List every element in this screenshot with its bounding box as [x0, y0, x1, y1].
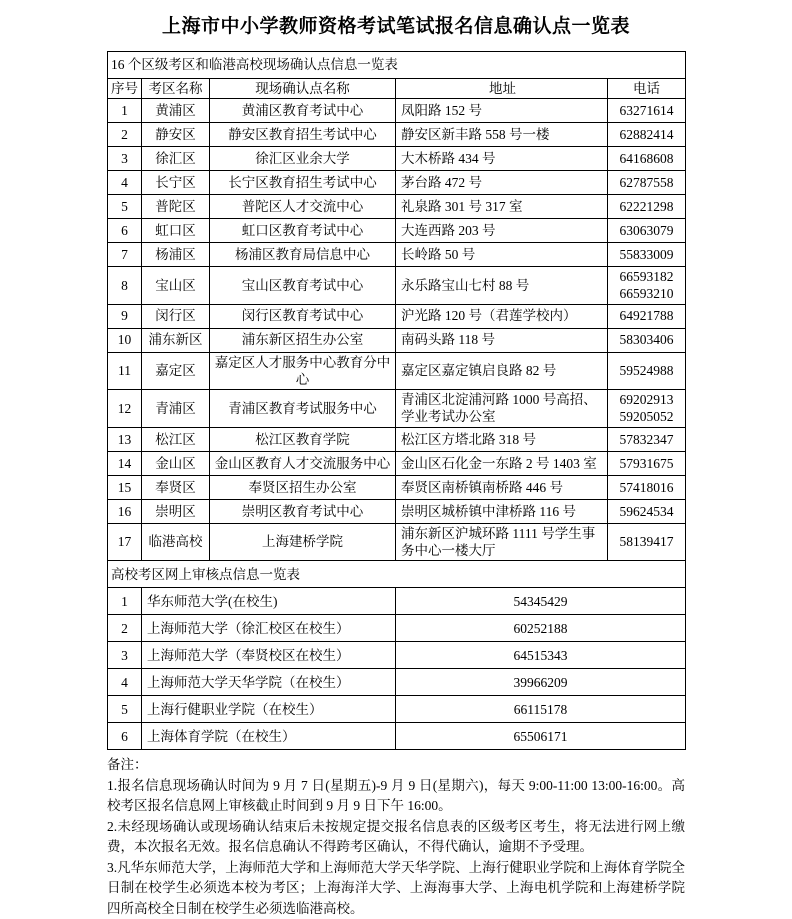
cell-site: 宝山区教育考试中心 [210, 267, 396, 305]
cell-site: 黄浦区教育考试中心 [210, 99, 396, 123]
cell-tel: 58303406 [608, 328, 686, 352]
cell-district: 静安区 [142, 123, 210, 147]
cell-address: 大连西路 203 号 [396, 219, 608, 243]
table-row [108, 451, 686, 475]
cell-no: 4 [108, 171, 142, 195]
cell-tel: 64168608 [608, 147, 686, 171]
cell-address: 嘉定区嘉定镇启良路 82 号 [396, 352, 608, 390]
notes-heading: 备注： [107, 757, 148, 773]
table-row [108, 723, 686, 750]
cell-district: 普陀区 [142, 195, 210, 219]
cell-no: 4 [108, 669, 142, 696]
cell-no: 5 [108, 195, 142, 219]
table2-section-header: 高校考区网上审核点信息一览表 [108, 561, 686, 588]
cell-no: 7 [108, 243, 142, 267]
cell-university-name: 上海师范大学（奉贤校区在校生） [142, 642, 396, 669]
table1-body [108, 99, 686, 561]
cell-site: 嘉定区人才服务中心教育分中心 [210, 352, 396, 390]
cell-address: 长岭路 50 号 [396, 243, 608, 267]
cell-no: 1 [108, 99, 142, 123]
cell-tel: 60252188 [396, 615, 686, 642]
cell-university-name: 上海师范大学天华学院（在校生） [142, 669, 396, 696]
cell-site: 闵行区教育考试中心 [210, 304, 396, 328]
cell-no: 13 [108, 427, 142, 451]
cell-site: 浦东新区招生办公室 [210, 328, 396, 352]
cell-district: 奉贤区 [142, 475, 210, 499]
cell-address: 南码头路 118 号 [396, 328, 608, 352]
cell-district: 徐汇区 [142, 147, 210, 171]
table-row [108, 523, 686, 561]
cell-district: 闵行区 [142, 304, 210, 328]
cell-tel: 59524988 [608, 352, 686, 390]
cell-address: 凤阳路 152 号 [396, 99, 608, 123]
cell-address: 大木桥路 434 号 [396, 147, 608, 171]
notes-section [107, 750, 685, 919]
cell-district: 虹口区 [142, 219, 210, 243]
table-row [108, 171, 686, 195]
cell-district: 松江区 [142, 427, 210, 451]
cell-site: 奉贤区招生办公室 [210, 475, 396, 499]
cell-tel: 54345429 [396, 588, 686, 615]
table-row [108, 669, 686, 696]
cell-district: 黄浦区 [142, 99, 210, 123]
tables-container [107, 51, 685, 750]
cell-district: 金山区 [142, 451, 210, 475]
cell-no: 6 [108, 219, 142, 243]
cell-tel: 57931675 [608, 451, 686, 475]
cell-no: 9 [108, 304, 142, 328]
cell-tel: 57832347 [608, 427, 686, 451]
confirmation-points-table [107, 51, 686, 750]
cell-university-name: 上海体育学院（在校生） [142, 723, 396, 750]
cell-district: 崇明区 [142, 499, 210, 523]
cell-tel: 63271614 [608, 99, 686, 123]
column-header-no: 序号 [108, 78, 142, 98]
cell-tel: 64921788 [608, 304, 686, 328]
cell-tel: 58139417 [608, 523, 686, 561]
cell-site: 普陀区人才交流中心 [210, 195, 396, 219]
cell-site: 虹口区教育考试中心 [210, 219, 396, 243]
table-row [108, 390, 686, 428]
cell-no: 17 [108, 523, 142, 561]
table-row [108, 195, 686, 219]
table1-section-header: 16 个区级考区和临港高校现场确认点信息一览表 [108, 51, 686, 78]
cell-no: 10 [108, 328, 142, 352]
cell-site: 崇明区教育考试中心 [210, 499, 396, 523]
cell-district: 临港高校 [142, 523, 210, 561]
table-row [108, 642, 686, 669]
table2-body [108, 588, 686, 750]
cell-tel: 66593182 66593210 [608, 267, 686, 305]
cell-tel: 63063079 [608, 219, 686, 243]
cell-no: 5 [108, 696, 142, 723]
cell-address: 松江区方塔北路 318 号 [396, 427, 608, 451]
cell-site: 金山区教育人才交流服务中心 [210, 451, 396, 475]
cell-tel: 55833009 [608, 243, 686, 267]
note-item-3: 3.凡华东师范大学，上海师范大学和上海师范大学天华学院、上海行健职业学院和上海体育学院全日制在校学生必须选本校为考区；上海海洋大学、上海海事大学、上海电机学院和上海建桥学院四所高校全日制在校学生必须选临港高校。 [107, 859, 685, 916]
cell-tel: 62882414 [608, 123, 686, 147]
cell-tel: 62221298 [608, 195, 686, 219]
cell-no: 6 [108, 723, 142, 750]
cell-site: 松江区教育学院 [210, 427, 396, 451]
cell-district: 长宁区 [142, 171, 210, 195]
cell-no: 11 [108, 352, 142, 390]
cell-district: 宝山区 [142, 267, 210, 305]
table-row [108, 696, 686, 723]
cell-address: 崇明区城桥镇中津桥路 116 号 [396, 499, 608, 523]
cell-address: 青浦区北淀浦河路 1000 号高招、学业考试办公室 [396, 390, 608, 428]
cell-address: 静安区新丰路 558 号一楼 [396, 123, 608, 147]
table2-section-header-row [108, 561, 686, 588]
table1-section-header-row [108, 51, 686, 78]
cell-tel: 57418016 [608, 475, 686, 499]
cell-no: 16 [108, 499, 142, 523]
table-row [108, 219, 686, 243]
cell-no: 15 [108, 475, 142, 499]
cell-address: 浦东新区沪城环路 1111 号学生事务中心一楼大厅 [396, 523, 608, 561]
cell-site: 杨浦区教育局信息中心 [210, 243, 396, 267]
cell-no: 1 [108, 588, 142, 615]
table-row [108, 499, 686, 523]
cell-no: 2 [108, 123, 142, 147]
column-header-tel: 电话 [608, 78, 686, 98]
cell-address: 永乐路宝山七村 88 号 [396, 267, 608, 305]
cell-no: 3 [108, 642, 142, 669]
table-row [108, 427, 686, 451]
cell-university-name: 上海行健职业学院（在校生） [142, 696, 396, 723]
column-header-address: 地址 [396, 78, 608, 98]
cell-tel: 62787558 [608, 171, 686, 195]
cell-site: 徐汇区业余大学 [210, 147, 396, 171]
table-row [108, 328, 686, 352]
page-title: 上海市中小学教师资格考试笔试报名信息确认点一览表 [161, 16, 630, 37]
cell-tel: 69202913 59205052 [608, 390, 686, 428]
cell-no: 14 [108, 451, 142, 475]
cell-tel: 39966209 [396, 669, 686, 696]
cell-no: 8 [108, 267, 142, 305]
note-item-1: 1.报名信息现场确认时间为 9 月 7 日(星期五)-9 月 9 日(星期六)，每天 9:00-11:00 13:00-16:00。高校考区报名信息网上审核截止时间到 9 月 9 日下午 16:00。 [107, 777, 685, 814]
cell-address: 礼泉路 301 号 317 室 [396, 195, 608, 219]
table-row [108, 267, 686, 305]
cell-no: 12 [108, 390, 142, 428]
cell-tel: 65506171 [396, 723, 686, 750]
table-row [108, 475, 686, 499]
cell-no: 3 [108, 147, 142, 171]
column-header-district: 考区名称 [142, 78, 210, 98]
column-header-site: 现场确认点名称 [210, 78, 396, 98]
cell-tel: 66115178 [396, 696, 686, 723]
cell-site: 青浦区教育考试服务中心 [210, 390, 396, 428]
cell-tel: 59624534 [608, 499, 686, 523]
cell-district: 青浦区 [142, 390, 210, 428]
cell-university-name: 华东师范大学(在校生) [142, 588, 396, 615]
table1-header-row [108, 78, 686, 98]
table-row [108, 304, 686, 328]
cell-address: 沪光路 120 号（君莲学校内） [396, 304, 608, 328]
table-row [108, 123, 686, 147]
cell-site: 上海建桥学院 [210, 523, 396, 561]
cell-site: 静安区教育招生考试中心 [210, 123, 396, 147]
note-item-2: 2.未经现场确认或现场确认结束后未按规定提交报名信息表的区级考区考生，将无法进行网上缴费，本次报名无效。报名信息确认不得跨考区确认，不得代确认，逾期不予受理。 [107, 818, 685, 855]
table-row [108, 588, 686, 615]
cell-site: 长宁区教育招生考试中心 [210, 171, 396, 195]
cell-no: 2 [108, 615, 142, 642]
cell-address: 金山区石化金一东路 2 号 1403 室 [396, 451, 608, 475]
table-row [108, 615, 686, 642]
cell-district: 杨浦区 [142, 243, 210, 267]
table-row [108, 352, 686, 390]
table-row [108, 147, 686, 171]
cell-address: 茅台路 472 号 [396, 171, 608, 195]
table-row [108, 99, 686, 123]
cell-university-name: 上海师范大学（徐汇校区在校生） [142, 615, 396, 642]
cell-district: 浦东新区 [142, 328, 210, 352]
cell-district: 嘉定区 [142, 352, 210, 390]
cell-address: 奉贤区南桥镇南桥路 446 号 [396, 475, 608, 499]
cell-tel: 64515343 [396, 642, 686, 669]
table-row [108, 243, 686, 267]
